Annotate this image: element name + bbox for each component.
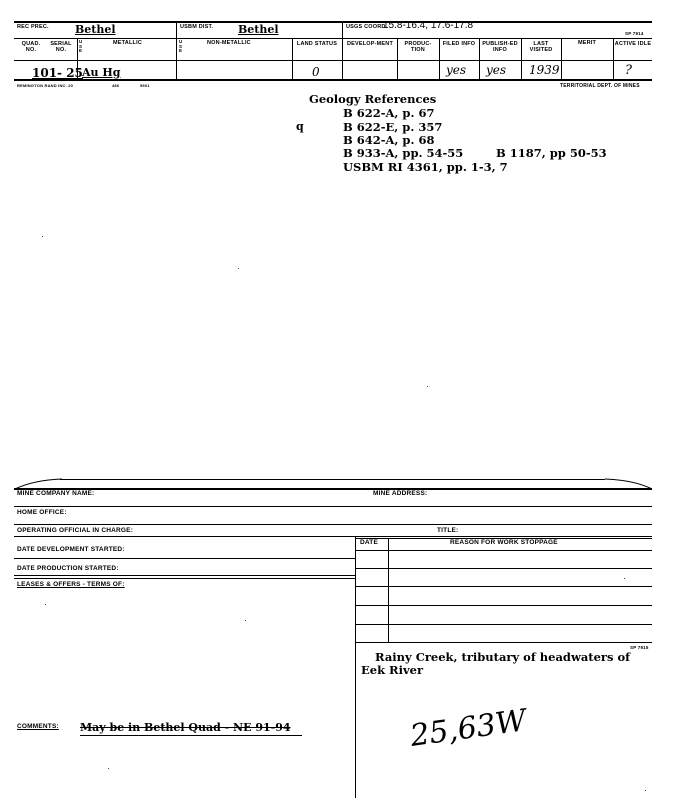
table-row-line xyxy=(355,624,652,625)
form-line xyxy=(355,550,652,551)
column-header-top-border xyxy=(14,38,652,39)
col-published-info: PUBLISH-ED INFO xyxy=(482,41,518,53)
record-active-idle: ? xyxy=(625,63,632,78)
col-divider xyxy=(561,38,562,80)
lower-form-top-border xyxy=(14,488,652,490)
home-office-label: HOME OFFICE: xyxy=(17,509,67,516)
rec-prec-label: REC PREC. xyxy=(17,24,49,30)
record-quad-serial: 101- 25 xyxy=(32,66,83,80)
col-divider xyxy=(521,38,522,80)
divider xyxy=(342,21,343,38)
usgs-coord-value: 15.8-16.4, 17.6-17.8 xyxy=(383,20,474,31)
form-line xyxy=(14,575,355,576)
references-marker: q xyxy=(296,120,304,133)
reference-item: B 642-A, p. 68 xyxy=(343,133,435,147)
record-metallic: Au Hg xyxy=(82,66,121,79)
col-active-idle: ACTIVE IDLE xyxy=(614,41,652,47)
rec-prec-value: Bethel xyxy=(75,23,116,36)
location-text-line-2: Eek River xyxy=(361,663,424,677)
comments-label: COMMENTS: xyxy=(17,723,59,730)
col-divider xyxy=(397,38,398,80)
col-divider xyxy=(479,38,480,80)
col-merit: MERIT xyxy=(577,40,597,46)
printer-code-2: 5501 xyxy=(140,83,150,88)
table-row-line xyxy=(355,605,652,606)
comments-underline xyxy=(80,735,302,736)
table-row-line xyxy=(355,642,652,643)
scan-speck xyxy=(624,578,625,579)
col-metallic: METALLIC xyxy=(113,40,142,46)
divider xyxy=(176,21,177,38)
reference-extra: B 1187, pp 50-53 xyxy=(496,146,607,160)
date-production-started-label: DATE PRODUCTION STARTED: xyxy=(17,565,119,572)
department-name: TERRITORIAL DEPT. OF MINES xyxy=(560,83,640,89)
col-land-status: LAND STATUS xyxy=(296,41,338,47)
form-line xyxy=(14,578,355,579)
column-header-bottom-border xyxy=(14,60,652,61)
col-divider xyxy=(292,38,293,80)
form-number-bottom: SP 7915 xyxy=(630,645,649,650)
printer-line: REMINGTON RAND INC. 20 xyxy=(17,83,74,88)
form-line xyxy=(14,536,652,537)
table-row-line xyxy=(355,586,652,587)
reference-item: B 622-E, p. 357 xyxy=(343,120,443,134)
col-divider xyxy=(176,38,177,80)
reference-item: B 933-A, pp. 54-55 xyxy=(343,146,464,160)
references-heading: Geology References xyxy=(309,92,437,106)
date-development-started-label: DATE DEVELOPMENT STARTED: xyxy=(17,546,125,553)
printer-code-1: 486 xyxy=(112,83,120,88)
title-label: TITLE: xyxy=(437,527,459,534)
form-line xyxy=(14,558,355,559)
table-divider xyxy=(388,538,389,642)
col-development: DEVELOP-MENT xyxy=(346,41,394,47)
scan-speck xyxy=(108,768,109,769)
comments-value: May be in Bethel Quad - NE 91-94 xyxy=(80,721,291,734)
date-column-header: DATE xyxy=(360,539,379,546)
col-use-code-2: U S E xyxy=(179,39,183,53)
scan-speck xyxy=(42,236,43,237)
scan-speck xyxy=(427,386,428,387)
col-divider xyxy=(613,38,614,80)
usbm-dist-value: Bethel xyxy=(238,23,279,36)
usgs-coord-label: USGS COORD. xyxy=(346,24,388,30)
col-divider xyxy=(342,38,343,80)
location-text-line-1: Rainy Creek, tributary of headwaters of xyxy=(375,650,631,664)
col-filed-info: FILED INFO xyxy=(442,41,476,47)
handwritten-note: 25,63W xyxy=(408,703,529,754)
form-line xyxy=(355,538,652,539)
form-number-top: SP 7914 xyxy=(625,31,644,36)
operating-official-label: OPERATING OFFICIAL IN CHARGE: xyxy=(17,527,134,534)
usbm-dist-label: USBM DIST. xyxy=(180,24,214,30)
record-published-info: yes xyxy=(486,63,507,77)
col-production: PRODUC-TION xyxy=(404,41,432,53)
col-use-code: U S E xyxy=(79,39,83,53)
col-quad-no: QUAD. NO. xyxy=(21,41,41,53)
scan-speck xyxy=(238,268,239,269)
reference-item: B 622-A, p. 67 xyxy=(343,106,435,120)
record-land-status: 0 xyxy=(312,65,320,79)
record-bottom-border xyxy=(14,79,652,81)
scan-speck xyxy=(645,790,646,791)
mine-address-label: MINE ADDRESS: xyxy=(373,490,428,497)
scan-speck xyxy=(245,620,246,621)
form-line xyxy=(14,506,652,507)
col-last-visited: LAST VISITED xyxy=(529,41,553,53)
scan-speck xyxy=(45,604,46,605)
col-serial-no: SERIAL NO. xyxy=(50,41,72,53)
record-last-visited: 1939 xyxy=(529,63,560,77)
table-divider xyxy=(355,536,356,798)
leases-offers-label: LEASES & OFFERS - TERMS OF: xyxy=(17,581,125,588)
reason-column-header: REASON FOR WORK STOPPAGE xyxy=(450,539,558,546)
col-non-metallic: NON-METALLIC xyxy=(207,40,251,46)
lower-card-top-line xyxy=(60,479,605,480)
reference-item: USBM RI 4361, pp. 1-3, 7 xyxy=(343,160,508,174)
mine-company-name-label: MINE COMPANY NAME: xyxy=(17,490,95,497)
form-line xyxy=(14,524,652,525)
col-divider xyxy=(439,38,440,80)
record-filed-info: yes xyxy=(446,63,467,77)
table-row-line xyxy=(355,568,652,569)
